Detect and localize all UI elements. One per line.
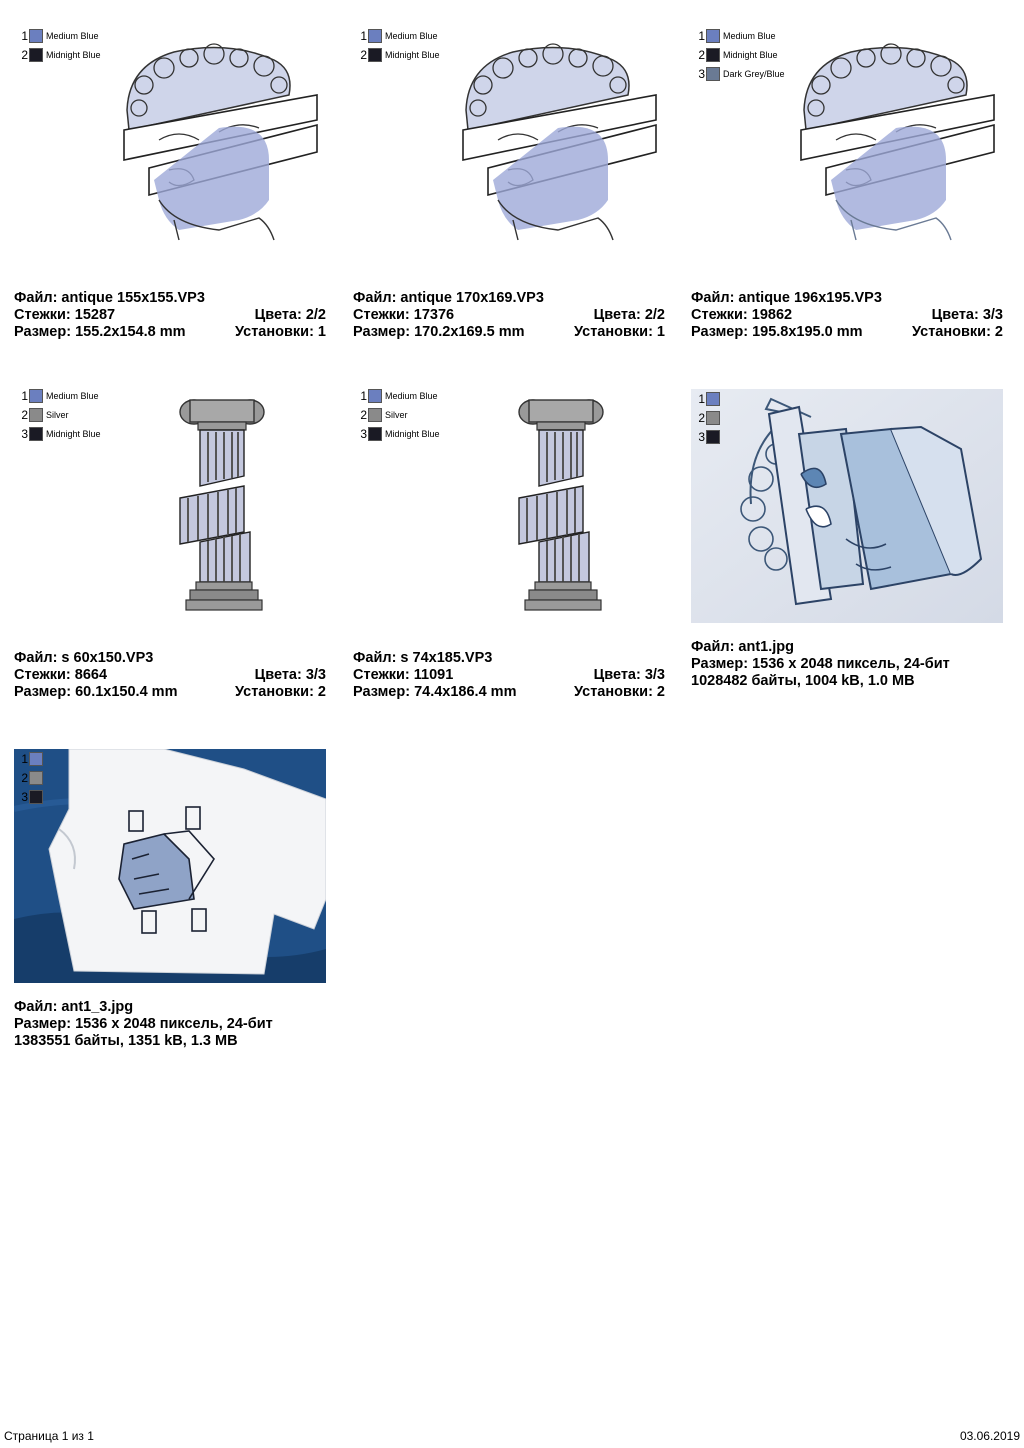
file-name: Файл: s 74x185.VP3 xyxy=(353,650,493,666)
palette-row xyxy=(18,768,46,787)
design-size: Размер: 155.2x154.8 mm xyxy=(14,324,186,340)
color-name: Midnight Blue xyxy=(385,49,440,60)
info-row xyxy=(691,656,1003,673)
file-name: Файл: antique 170x169.VP3 xyxy=(353,290,544,306)
palette-row xyxy=(18,424,101,443)
color-swatch xyxy=(706,430,720,444)
palette-index: 1 xyxy=(698,391,705,406)
file-info xyxy=(691,290,1003,341)
palette-row xyxy=(18,26,101,45)
tshirt-photo xyxy=(14,749,326,983)
info-row xyxy=(14,684,326,701)
color-name: Midnight Blue xyxy=(385,428,440,439)
color-swatch xyxy=(29,427,43,441)
stitch-count: Стежки: 15287 xyxy=(14,307,116,323)
info-row xyxy=(691,290,1003,307)
info-row xyxy=(353,650,665,667)
palette-index: 3 xyxy=(698,429,705,444)
photo-thumbnail xyxy=(691,389,1003,623)
palette-row xyxy=(357,26,440,45)
palette-row xyxy=(695,45,785,64)
info-row xyxy=(691,639,1003,656)
palette-row xyxy=(357,45,440,64)
design-tile[interactable] xyxy=(353,386,665,701)
color-swatch xyxy=(368,29,382,43)
design-size: Размер: 195.8x195.0 mm xyxy=(691,324,863,340)
color-swatch xyxy=(706,392,720,406)
column-embroidery xyxy=(174,394,270,618)
design-tile[interactable] xyxy=(353,26,665,341)
file-name: Файл: antique 155x155.VP3 xyxy=(14,290,205,306)
info-row xyxy=(14,1016,326,1033)
color-swatch xyxy=(29,48,43,62)
photo-thumbnail xyxy=(14,749,326,983)
file-info xyxy=(14,999,326,1050)
palette-row xyxy=(18,787,46,806)
palette-index: 3 xyxy=(360,426,367,441)
color-name: Medium Blue xyxy=(46,390,99,401)
file-info xyxy=(353,650,665,701)
stop-count: Установки: 2 xyxy=(235,684,326,700)
color-swatch xyxy=(706,29,720,43)
color-swatch xyxy=(706,67,720,81)
palette-row xyxy=(357,386,440,405)
color-count: Цвета: 3/3 xyxy=(931,307,1003,323)
color-palette xyxy=(357,26,440,64)
color-swatch xyxy=(368,408,382,422)
info-row xyxy=(14,307,326,324)
color-swatch xyxy=(706,48,720,62)
palette-index: 2 xyxy=(21,407,28,422)
color-palette xyxy=(695,26,785,83)
color-swatch xyxy=(368,48,382,62)
palette-index: 2 xyxy=(698,47,705,62)
design-size: Размер: 170.2x169.5 mm xyxy=(353,324,525,340)
color-name: Silver xyxy=(46,409,69,420)
color-swatch xyxy=(29,29,43,43)
color-palette xyxy=(18,749,46,806)
file-size: 1383551 байты, 1351 kB, 1.3 MB xyxy=(14,1033,238,1049)
palette-index: 1 xyxy=(360,28,367,43)
design-size: Размер: 60.1x150.4 mm xyxy=(14,684,178,700)
file-name: Файл: ant1.jpg xyxy=(691,639,795,655)
print-date: 03.06.2019 xyxy=(959,1429,1020,1443)
palette-index: 1 xyxy=(21,28,28,43)
design-thumbnail xyxy=(691,26,1003,260)
info-row xyxy=(14,650,326,667)
palette-index: 3 xyxy=(21,426,28,441)
design-thumbnail xyxy=(353,26,665,260)
info-row xyxy=(353,307,665,324)
palette-index: 2 xyxy=(21,47,28,62)
file-info xyxy=(353,290,665,341)
info-row xyxy=(14,324,326,341)
palette-index: 2 xyxy=(360,47,367,62)
palette-row xyxy=(695,427,723,446)
color-name: Medium Blue xyxy=(723,30,776,41)
palette-index: 3 xyxy=(698,66,705,81)
color-swatch xyxy=(29,771,43,785)
column-embroidery xyxy=(513,394,609,618)
antique-head-embroidery xyxy=(796,40,996,245)
stop-count: Установки: 2 xyxy=(574,684,665,700)
antique-head-embroidery xyxy=(458,40,658,245)
palette-index: 3 xyxy=(21,789,28,804)
stop-count: Установки: 1 xyxy=(574,324,665,340)
palette-row xyxy=(18,386,101,405)
color-count: Цвета: 3/3 xyxy=(254,667,326,683)
color-name: Midnight Blue xyxy=(46,428,101,439)
info-row xyxy=(691,324,1003,341)
color-swatch xyxy=(368,389,382,403)
file-size: 1028482 байты, 1004 kB, 1.0 MB xyxy=(691,673,915,689)
file-name: Файл: s 60x150.VP3 xyxy=(14,650,154,666)
palette-row xyxy=(18,749,46,768)
palette-index: 1 xyxy=(360,388,367,403)
palette-row xyxy=(695,389,723,408)
palette-index: 1 xyxy=(698,28,705,43)
info-row xyxy=(14,667,326,684)
palette-index: 1 xyxy=(21,388,28,403)
color-count: Цвета: 2/2 xyxy=(254,307,326,323)
info-row xyxy=(353,684,665,701)
color-name: Dark Grey/Blue xyxy=(723,68,785,79)
color-name: Midnight Blue xyxy=(46,49,101,60)
color-name: Medium Blue xyxy=(385,390,438,401)
info-row xyxy=(14,1033,326,1050)
image-dimensions: Размер: 1536 x 2048 пиксель, 24-бит xyxy=(691,656,950,672)
design-tile[interactable] xyxy=(14,386,326,701)
info-row xyxy=(353,667,665,684)
palette-index: 2 xyxy=(698,410,705,425)
palette-row xyxy=(357,424,440,443)
design-thumbnail xyxy=(14,26,326,260)
color-count: Цвета: 2/2 xyxy=(593,307,665,323)
page-number: Страница 1 из 1 xyxy=(4,1429,94,1443)
info-row xyxy=(14,999,326,1016)
file-info xyxy=(14,290,326,341)
image-tile[interactable] xyxy=(691,389,1003,690)
stitch-count: Стежки: 17376 xyxy=(353,307,455,323)
info-row xyxy=(14,290,326,307)
color-count: Цвета: 3/3 xyxy=(593,667,665,683)
stitch-count: Стежки: 11091 xyxy=(353,667,454,683)
palette-row xyxy=(357,405,440,424)
file-info xyxy=(691,639,1003,690)
stitch-count: Стежки: 19862 xyxy=(691,307,793,323)
color-palette xyxy=(695,389,723,446)
info-row xyxy=(353,290,665,307)
palette-index: 1 xyxy=(21,751,28,766)
file-name: Файл: ant1_3.jpg xyxy=(14,999,134,1015)
palette-row xyxy=(695,408,723,427)
file-info xyxy=(14,650,326,701)
info-row xyxy=(691,307,1003,324)
color-swatch xyxy=(706,411,720,425)
color-name: Medium Blue xyxy=(385,30,438,41)
file-name: Файл: antique 196x195.VP3 xyxy=(691,290,882,306)
color-swatch xyxy=(368,427,382,441)
color-palette xyxy=(18,26,101,64)
color-name: Silver xyxy=(385,409,408,420)
palette-row xyxy=(695,26,785,45)
design-size: Размер: 74.4x186.4 mm xyxy=(353,684,517,700)
design-tile[interactable] xyxy=(14,26,326,341)
color-swatch xyxy=(29,752,43,766)
image-tile[interactable] xyxy=(14,749,326,1050)
info-row xyxy=(691,673,1003,690)
palette-row xyxy=(18,45,101,64)
embroidered-fabric-photo xyxy=(691,389,1003,623)
color-swatch xyxy=(29,408,43,422)
color-name: Midnight Blue xyxy=(723,49,778,60)
color-swatch xyxy=(29,389,43,403)
design-thumbnail xyxy=(14,386,326,620)
stop-count: Установки: 1 xyxy=(235,324,326,340)
palette-index: 2 xyxy=(360,407,367,422)
color-palette xyxy=(357,386,440,443)
color-swatch xyxy=(29,790,43,804)
info-row xyxy=(353,324,665,341)
color-palette xyxy=(18,386,101,443)
palette-row xyxy=(695,64,785,83)
color-name: Medium Blue xyxy=(46,30,99,41)
image-dimensions: Размер: 1536 x 2048 пиксель, 24-бит xyxy=(14,1016,273,1032)
palette-index: 2 xyxy=(21,770,28,785)
design-thumbnail xyxy=(353,386,665,620)
design-tile[interactable] xyxy=(691,26,1003,341)
stitch-count: Стежки: 8664 xyxy=(14,667,108,683)
antique-head-embroidery xyxy=(119,40,319,245)
palette-row xyxy=(18,405,101,424)
stop-count: Установки: 2 xyxy=(912,324,1003,340)
